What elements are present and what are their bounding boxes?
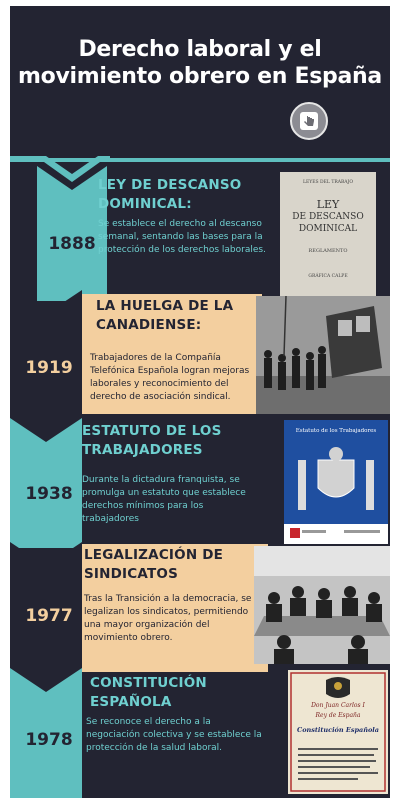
heading-1977: LEGALIZACIÓN DE SINDICATOS bbox=[84, 547, 224, 582]
description-1888: Se establece el derecho al descanso semanal, sentando las bases para la protección de los derechos laborales. bbox=[98, 219, 266, 255]
description-1977: Tras la Transición a la democracia, se legalizan los sindicatos, permitiendo una mayor organización del movimiento obrero. bbox=[84, 594, 252, 643]
year-arrow-1938 bbox=[10, 418, 82, 548]
heading-1888: LEY DE DESCANSO DOMINICAL: bbox=[98, 177, 242, 212]
image-sindicatos bbox=[254, 546, 390, 664]
heading-1919: LA HUELGA DE LA CANADIENSE: bbox=[96, 298, 234, 333]
const-line-1: Don Juan Carlos I bbox=[311, 702, 365, 709]
image-estatuto bbox=[284, 420, 388, 544]
book-line-2: DE DESCANSO bbox=[292, 212, 364, 222]
year-arrow-1919 bbox=[10, 290, 82, 418]
book-line-3: DOMINICAL bbox=[298, 224, 358, 234]
book-line-1: LEY bbox=[316, 198, 340, 211]
hand-pointer-icon bbox=[299, 111, 319, 131]
description-1978: Se reconoce el derecho a la negociación colectiva y se establece la protección de la salud laboral. bbox=[86, 717, 262, 753]
infographic bbox=[10, 6, 390, 798]
image-ley-descanso bbox=[280, 172, 376, 300]
year-1977: 1977 bbox=[25, 606, 73, 626]
year-1888: 1888 bbox=[48, 234, 96, 254]
const-line-3: Constitución Española bbox=[297, 726, 379, 734]
heading-1978: CONSTITUCIÓN ESPAÑOLA bbox=[90, 675, 207, 710]
estatuto-caption: Estatuto de los Trabajadores bbox=[295, 428, 377, 434]
touch-button[interactable] bbox=[290, 102, 328, 140]
description-1919: Trabajadores de la Compañía Telefónica Española logran mejoras laborales y reconocimiento del derecho de asociación sindical. bbox=[90, 353, 250, 402]
description-1938: Durante la dictadura franquista, se promulga un estatuto que establece derechos mínimos para los trabajadores bbox=[82, 475, 246, 524]
image-huelga-canadiense bbox=[256, 296, 390, 414]
image-constitucion bbox=[288, 670, 388, 794]
year-1938: 1938 bbox=[25, 484, 73, 504]
book-line-5: GRÁFICA CALPE bbox=[308, 274, 348, 279]
year-1978: 1978 bbox=[25, 730, 73, 750]
heading-1938: ESTATUTO DE LOS TRABAJADORES bbox=[82, 423, 222, 458]
page-title: Derecho laboral y el movimiento obrero en España bbox=[18, 37, 382, 89]
year-1919: 1919 bbox=[25, 358, 73, 378]
book-line-4: REGLAMENTO bbox=[308, 248, 348, 254]
book-top-label: LEYES DEL TRABAJO bbox=[302, 180, 354, 185]
const-line-2: Rey de España bbox=[315, 712, 361, 719]
